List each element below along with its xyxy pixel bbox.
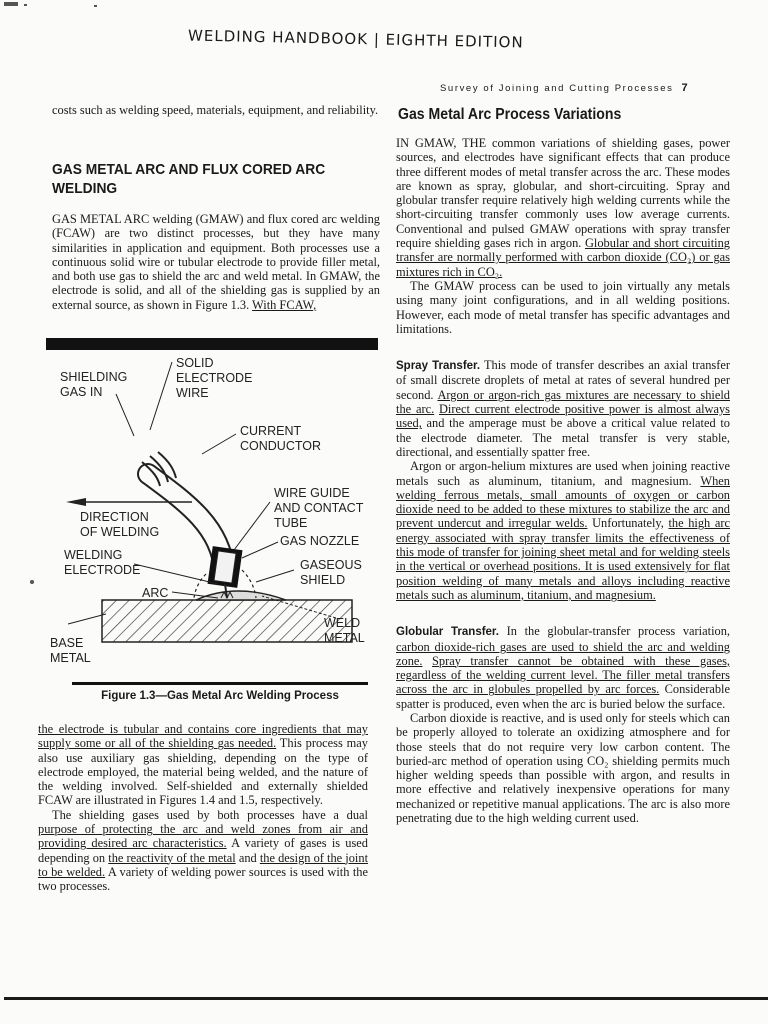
label-gas-nozzle: GAS NOZZLE bbox=[280, 534, 360, 548]
figure-caption: Figure 1.3—Gas Metal Arc Welding Process bbox=[101, 690, 339, 702]
intro-text: GAS METAL ARC welding (GMAW) and flux cored arc welding (FCAW) are two distinct processes, but they have many similarities in application and equipment. Both processes use a continuous solid wire or tubular electrode to provide filler metal, and both use gas to shield the arc and weld metal. In GMAW, the electrode is solid, and all of the shielding gas is supplied by an external source, as shown in Figure 1.3. bbox=[52, 212, 380, 312]
fcaw-text: This process may also use auxiliary gas shielding, depending on the type of electrode employed, the material being welded, and the nature of the welding involved. Self-shielded and externally shielded FCAW are illustrated in Figures 1.4 and 1.5, respectively. bbox=[38, 736, 368, 808]
right-column bbox=[396, 136, 730, 825]
glob-text: In the globular-transfer process variation, bbox=[498, 624, 730, 639]
leader-base-metal bbox=[68, 614, 106, 624]
label-shielding-gas: SHIELDING GAS IN bbox=[60, 370, 128, 399]
label-base-metal: BASE METAL bbox=[50, 636, 91, 665]
spray2-underlined-2: the high arc energy associated with spray transfer limits the effectiveness of this mode of transfer for joining sheet metal and for welding steels in the vertical or overhead positions. It is used extensively for flat position welding of many metals and alloys including reactive metals such as aluminum, titanium, and magnesium. bbox=[396, 516, 730, 602]
glob-text bbox=[423, 654, 433, 668]
spray2-text: Unfortunately, bbox=[587, 516, 669, 531]
spray2-underlined-1: When welding ferrous metals, small amounts of oxygen or carbon dioxide need to be added to these mixtures to stabilize the arc and prevent undercut and irregular welds. bbox=[396, 473, 730, 531]
leader-gaseous-shield bbox=[256, 570, 294, 582]
variations-heading: Gas Metal Arc Process Variations bbox=[398, 106, 622, 123]
spray2-text: Argon or argon-helium mixtures are used when joining reactive metals such as aluminum, titanium, and magnesium. bbox=[396, 459, 730, 488]
label-arc: ARC bbox=[142, 586, 169, 600]
gases-text: A variety of gases is used depending on bbox=[38, 836, 368, 865]
label-wire-guide: WIRE GUIDE AND CONTACT TUBE bbox=[274, 486, 364, 530]
handwritten-title: WELDING HANDBOOK | EIGHTH EDITION bbox=[187, 26, 524, 52]
scan-speck bbox=[24, 4, 27, 6]
scan-speck bbox=[94, 5, 97, 7]
gmaw-paragraph: The GMAW process can be used to join virtually any metals using many joint configurations, and in all welding positions. However, each mode of metal transfer has specific advantages and limitations. bbox=[396, 278, 730, 336]
shield-dash bbox=[194, 574, 206, 598]
gases-text: A variety of welding power sources is used with the two processes. bbox=[38, 864, 368, 894]
running-title: Survey of Joining and Cutting Processes bbox=[440, 83, 674, 94]
spray-underlined-1: Argon or argon-rich gas mixtures are necessary to shield the arc. bbox=[396, 387, 730, 417]
label-gaseous-shield: GASEOUS SHIELD bbox=[300, 558, 362, 587]
label-current-conductor: CURRENT CONDUCTOR bbox=[240, 424, 322, 453]
page-bottom-rule bbox=[4, 997, 768, 1000]
left-top-paragraph: costs such as welding speed, materials, equipment, and reliability. bbox=[52, 103, 379, 117]
variations-underlined: Globular and short circuiting transfer are normally performed with carbon dioxide (CO₂) or gas mixtures rich in CO₂. bbox=[396, 236, 730, 279]
leader-current-conductor bbox=[202, 434, 236, 454]
figure-top-bar bbox=[46, 338, 378, 350]
gases-text: The shielding gases used by both processes have a dual bbox=[52, 807, 368, 822]
fcaw-underlined: the electrode is tubular and contains core ingredients that may supply some or all of the shielding gas needed. bbox=[38, 722, 368, 751]
label-weld-metal: WELD METAL bbox=[324, 616, 365, 645]
direction-arrow-head bbox=[66, 498, 86, 506]
scan-speck bbox=[30, 580, 34, 584]
gases-underlined-2: the reactivity of the metal bbox=[108, 850, 236, 865]
spray-underlined-2: Direct current electrode positive power is almost always used, bbox=[396, 402, 730, 431]
spray-text: and the amperage must be above a critical value related to the electrode diameter. The metal transfer is very stable, directional, and essentially spatter free. bbox=[396, 416, 730, 459]
intro-underlined: With FCAW, bbox=[252, 297, 317, 312]
leader-solid-wire bbox=[150, 362, 172, 430]
spray-transfer-title: Spray Transfer. bbox=[396, 360, 481, 373]
glob-underlined-2: Spray transfer cannot be obtained with these gases, regardless of the welding current level. The filler metal transfers across the arc in globules propelled by arc forces. bbox=[396, 653, 730, 697]
leader-gas-nozzle bbox=[242, 542, 278, 558]
contact-tube bbox=[214, 551, 236, 583]
running-header bbox=[440, 82, 689, 94]
carbon-dioxide-paragraph: Carbon dioxide is reactive, and is used only for steels which can be properly alloyed to tolerate an oxidizing atmosphere and for those steels that do not require very low carbon content. The buried-arc method of operation using CO₂ shielding permits much higher welding speeds than possible with argon, and results in more effective and relatively inexpensive operations for many mechanized or repetitive manual applications. The arc is also more penetrating due to the high welding current used. bbox=[396, 710, 730, 826]
left-bottom-paragraphs bbox=[38, 722, 368, 894]
gases-underlined-3: the design of the joint to be welded. bbox=[38, 850, 369, 879]
gases-underlined-1: purpose of protecting the arc and weld zones from air and providing desired arc characteristics. bbox=[38, 822, 368, 851]
leader-wire-guide bbox=[234, 502, 270, 550]
label-welding-electrode: WELDING ELECTRODE bbox=[64, 548, 141, 577]
globular-transfer-title: Globular Transfer. bbox=[396, 626, 499, 639]
gases-text: and bbox=[235, 850, 260, 865]
spray-text: This mode of transfer describes an axial transfer of small discrete droplets of metal at rates of several hundred per second. bbox=[396, 358, 730, 402]
gmaw-figure bbox=[46, 352, 382, 674]
intro-paragraph bbox=[52, 212, 380, 312]
glob-text: Considerable spatter is produced, even when the arc is buried below the surface. bbox=[396, 682, 731, 711]
label-solid-electrode-wire: SOLID ELECTRODE WIRE bbox=[176, 356, 253, 400]
leader-shielding-gas bbox=[116, 394, 134, 436]
figure-caption-rule bbox=[72, 682, 368, 685]
section-heading: GAS METAL ARC AND FLUX CORED ARC WELDING bbox=[52, 161, 326, 197]
base-metal-plate bbox=[102, 600, 352, 642]
page-number: 7 bbox=[681, 82, 690, 94]
scan-speck bbox=[4, 2, 18, 6]
glob-underlined-1: carbon dioxide-rich gases are used to shield the arc and welding zone. bbox=[396, 639, 730, 668]
variations-text: IN GMAW, THE common variations of shielding gases, power sources, and electrodes have significant effects that can produce three different modes of metal transfer across the arc. These modes are known as spray, globular, and short-circuiting. Spray and globular transfer require relatively high welding currents while the short-circuiting transfer commonly uses low average currents. Conventional and pulsed GMAW operations with spray transfer require shielding gases rich in argon. bbox=[396, 136, 730, 251]
label-direction-of-welding: DIRECTION OF WELDING bbox=[80, 510, 160, 539]
